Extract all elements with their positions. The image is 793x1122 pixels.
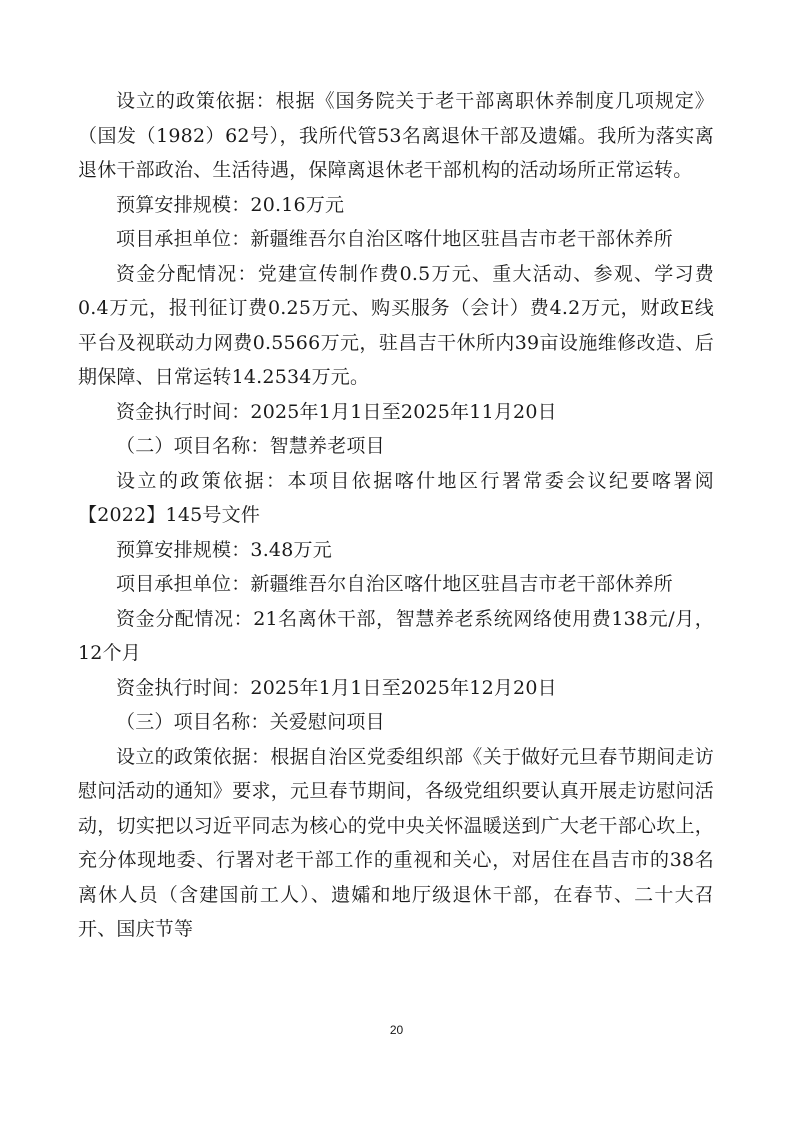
paragraph-budget-scale-1: 预算安排规模：20.16万元 xyxy=(116,193,345,216)
paragraph-undertaking-unit-2: 项目承担单位：新疆维吾尔自治区喀什地区驻昌吉市老干部休养所 xyxy=(116,573,673,595)
heading-project-3: （三）项目名称：关爱慰问项目 xyxy=(116,711,385,733)
paragraph-fund-allocation-2: 资金分配情况：21名离休干部，智慧养老系统网络使用费138元/月，12个月 xyxy=(78,607,714,664)
paragraph-policy-basis-1: 设立的政策依据：根据《国务院关于老干部离职休养制度几项规定》（国发（1982）62号），我所代管53名离退休干部及遗孀。我所为落实离退休干部政治、生活待遇，保障离退休老干部机构的活动场所正常运转。 xyxy=(78,90,714,181)
paragraph-budget-scale-2: 预算安排规模：3.48万元 xyxy=(116,538,332,561)
page-number: 20 xyxy=(389,1023,404,1037)
paragraph-policy-basis-3: 设立的政策依据：根据自治区党委组织部《关于做好元旦春节期间走访慰问活动的通知》要求，元旦春节期间，各级党组织要认真开展走访慰问活动，切实把以习近平同志为核心的党中央关怀温暖送到广大老干部心坎上，充分体现地委、行署对老干部工作的重视和关心，对居住在昌吉市的38名离休人员（含建国前工人）、遗孀和地厅级退休干部，在春节、二十大召开、国庆节等 xyxy=(78,745,714,940)
paragraph-policy-basis-2: 设立的政策依据：本项目依据喀什地区行署常委会议纪要喀署阅【2022】145号文件 xyxy=(78,469,714,526)
paragraph-execution-time-1: 资金执行时间：2025年1月1日至2025年11月20日 xyxy=(116,400,557,423)
paragraph-undertaking-unit-1: 项目承担单位：新疆维吾尔自治区喀什地区驻昌吉市老干部休养所 xyxy=(116,228,673,250)
paragraph-execution-time-2: 资金执行时间：2025年1月1日至2025年12月20日 xyxy=(116,676,557,699)
paragraph-fund-allocation-1: 资金分配情况：党建宣传制作费0.5万元、重大活动、参观、学习费0.4万元，报刊征订费0.25万元、购买服务（会计）费4.2万元，财政E线平台及视联动力网费0.5566万元，驻昌吉干休所内39亩设施维修改造、后期保障、日常运转14.2534万元。 xyxy=(78,262,714,388)
heading-project-2: （二）项目名称：智慧养老项目 xyxy=(116,435,385,457)
page-body xyxy=(78,84,714,947)
